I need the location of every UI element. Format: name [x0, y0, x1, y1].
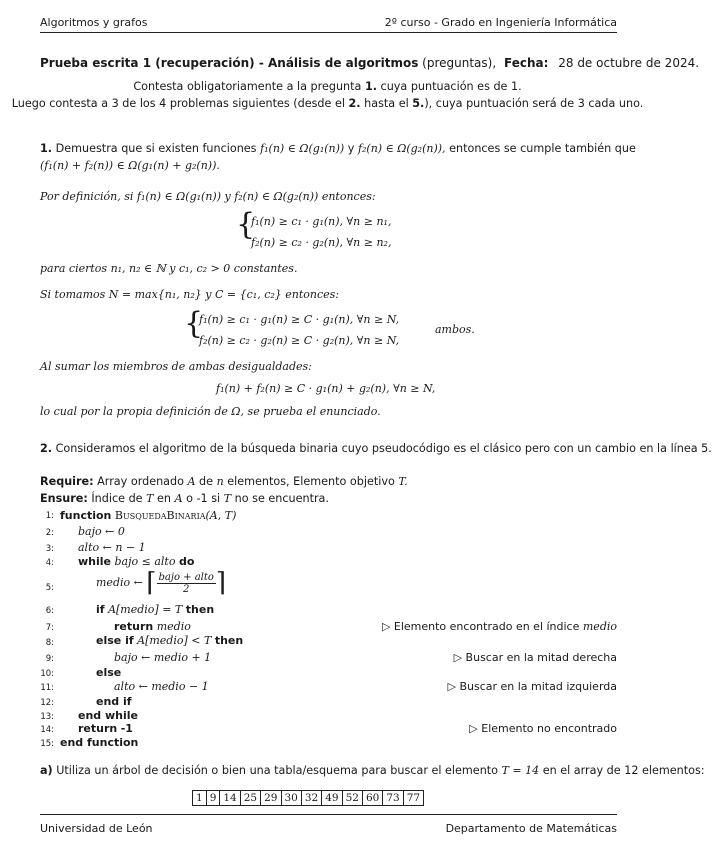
q1-p1-m2: f₂(n) ∈ Ω(g₂(n)) [234, 190, 319, 203]
q1-p2-a: para ciertos [40, 262, 108, 275]
kw-then-2: then [214, 634, 244, 647]
fraction-denominator: 2 [183, 583, 190, 595]
algo-line-2: bajo ← 0 [78, 525, 125, 538]
exam-date-label: Fecha: [504, 56, 549, 70]
medio-lhs: medio ← [96, 576, 143, 589]
q1-p5-a: lo cual por la propia definición de [40, 405, 228, 418]
kw-while: while [78, 555, 111, 568]
line-number: 3: [45, 544, 54, 554]
ensure-text-b: en [157, 492, 172, 505]
q1-p1-m1: f₁(n) ∈ Ω(g₁(n)) [136, 190, 221, 203]
instr1-pre: Contesta obligatoriamente a la pregunta [133, 80, 362, 93]
q2-part-a [40, 764, 705, 777]
instr2-mid: hasta el [364, 97, 409, 110]
instr1-bold: 1. [364, 80, 377, 93]
algo-line-15: end function [60, 736, 139, 749]
array-table [192, 790, 424, 806]
q1-p3-a: Si tomamos [40, 288, 106, 301]
q1-p1-c: entonces: [321, 190, 376, 203]
part-a-math: T = 14 [501, 764, 540, 777]
q1-p2-m: n₁, n₂ ∈ ℕ [110, 262, 166, 275]
q1-p1-a: Por definición, si [40, 190, 134, 203]
ensure-label: Ensure: [40, 492, 88, 505]
instructions-line-1 [0, 80, 655, 93]
require-t: T. [398, 475, 408, 488]
ceil-left-bracket: ⌈ [146, 568, 157, 598]
q1-math-b: f₂(n) ∈ Ω(g₂(n)), [357, 142, 446, 155]
q1-statement-line1 [40, 142, 636, 155]
line-number: 5: [45, 583, 54, 593]
part-a-text-b: en el array de 12 elementos: [542, 764, 705, 777]
medio-fraction [157, 572, 216, 595]
comment-found-math: medio [582, 620, 617, 633]
instr1-post: cuya puntuación es de 1. [380, 80, 522, 93]
system2-side-label: ambos. [435, 323, 475, 336]
q1-proof-p4: Al sumar los miembros de ambas desigualdades: [40, 360, 312, 373]
algo-line-13: end while [78, 709, 138, 722]
array-cell: 1 [193, 791, 207, 806]
line-number: 12: [40, 698, 54, 708]
comment-found [382, 620, 617, 633]
instr2-b1: 2. [348, 97, 361, 110]
footer-right: Departamento de Matemáticas [445, 822, 617, 835]
algo-line-4 [78, 555, 194, 568]
array-cell: 77 [403, 791, 423, 806]
q1-p3-m2: C = {c₁, c₂} [215, 288, 282, 301]
q1-proof-p3 [40, 288, 339, 301]
instr2-pre: Luego contesta a 3 de los 4 problemas siguientes (desde el [11, 97, 345, 110]
line-number: 14: [40, 725, 54, 735]
ensure-text-d: no se encuentra. [234, 492, 329, 505]
q1-proof-p2 [40, 262, 297, 275]
array-cell: 25 [240, 791, 260, 806]
ensure-text-a: Índice de [91, 492, 143, 505]
exam-date-value: 28 de octubre de 2024. [558, 56, 700, 70]
algo-line-3: alto ← n − 1 [78, 541, 146, 554]
comment-not-found: ▷ Elemento no encontrado [469, 722, 617, 735]
instructions-line-2 [0, 97, 655, 110]
q1-p2-m2: c₁, c₂ > 0 [178, 262, 231, 275]
algo-line-5 [96, 570, 226, 596]
require-text-a: Array ordenado [97, 475, 184, 488]
line-number: 1: [45, 511, 54, 521]
algo-line-14 [78, 722, 133, 735]
header-right: 2º curso - Grado en Ingeniería Informática [384, 16, 617, 29]
ensure-text-c: o -1 si [186, 492, 221, 505]
algo-line-10: else [96, 666, 122, 679]
while-cond: bajo ≤ alto [114, 555, 176, 568]
require-a: A [187, 475, 196, 488]
return-medio: medio [156, 620, 191, 633]
q1-number: 1. [40, 142, 53, 155]
line-number: 9: [45, 654, 54, 664]
array-cell: 9 [206, 791, 220, 806]
q1-p3-c: entonces: [285, 288, 340, 301]
q2-number: 2. [40, 442, 53, 455]
q1-proof-p1 [40, 190, 376, 203]
array-cell: 30 [281, 791, 301, 806]
q1-p2-b: y [169, 262, 176, 275]
q1-sum-equation: f₁(n) + f₂(n) ≥ C · g₁(n) + g₂(n), ∀n ≥ N, [216, 382, 436, 395]
system2-line2: f₂(n) ≥ c₂ · g₂(n) ≥ C · g₂(n), ∀n ≥ N, [199, 334, 400, 347]
ensure-t: T [146, 492, 154, 505]
q2-text: Consideramos el algoritmo de la búsqueda binaria cuyo pseudocódigo es el clásico pero con un cambio en la línea 5. [55, 442, 712, 455]
kw-if: if [96, 603, 105, 616]
comment-left-half: ▷ Buscar en la mitad izquierda [447, 680, 617, 693]
require-n: n [216, 475, 224, 488]
line-number: 8: [45, 638, 54, 648]
function-args: (A, T) [205, 509, 237, 522]
array-cell: 52 [342, 791, 362, 806]
algo-line-12: end if [96, 695, 132, 708]
q1-text-a: Demuestra que si existen funciones [55, 142, 257, 155]
algo-line-9: bajo ← medio + 1 [114, 651, 212, 664]
instr2-b2: 5. [412, 97, 425, 110]
system1-brace: { [236, 207, 256, 242]
q1-p5-m: Ω, [231, 405, 245, 418]
array-cell: 73 [383, 791, 403, 806]
exam-title-main: Prueba escrita 1 (recuperación) - Análisis de algoritmos [40, 56, 419, 70]
part-a-label: a) [40, 764, 53, 777]
algo-line-1 [60, 509, 236, 522]
header-rule [40, 32, 617, 33]
kw-else-if: else if [96, 634, 134, 647]
part-a-text-a: Utiliza un árbol de decisión o bien una tabla/esquema para buscar el elemento [56, 764, 499, 777]
kw-do: do [178, 555, 195, 568]
algo-line-11: alto ← medio − 1 [114, 680, 209, 693]
line-number: 15: [40, 739, 54, 749]
require-label: Require: [40, 475, 94, 488]
require-text-b: de [199, 475, 214, 488]
kw-function: function [60, 509, 112, 522]
footer-left: Universidad de León [40, 822, 153, 835]
require-text-c: elementos, Elemento objetivo [227, 475, 395, 488]
ensure-t2: T [223, 492, 232, 505]
array-cell: 32 [301, 791, 321, 806]
q1-math-a: f₁(n) ∈ Ω(g₁(n)) [260, 142, 345, 155]
instr2-post: ), cuya puntuación será de 3 cada uno. [424, 97, 644, 110]
kw-return: return [114, 620, 154, 633]
algo-require [40, 475, 408, 488]
ceil-right-bracket: ⌉ [215, 568, 227, 598]
q1-p2-c: constantes. [233, 262, 298, 275]
q1-p3-m1: N = max{n₁, n₂} [108, 288, 202, 301]
fraction-numerator: bajo + alto [158, 571, 214, 583]
array-cell: 49 [322, 791, 342, 806]
comment-right-half: ▷ Buscar en la mitad derecha [453, 651, 617, 664]
line-number: 2: [45, 528, 54, 538]
q1-p5-b: se prueba el enunciado. [247, 405, 381, 418]
array-cell: 60 [363, 791, 383, 806]
q1-statement-line2: (f₁(n) + f₂(n)) ∈ Ω(g₁(n) + g₂(n)). [40, 159, 220, 172]
kw-then: then [185, 603, 215, 616]
system1-line1: f₁(n) ≥ c₁ · g₁(n), ∀n ≥ n₁, [251, 215, 392, 228]
system2-line1: f₁(n) ≥ c₁ · g₁(n) ≥ C · g₁(n), ∀n ≥ N, [199, 313, 400, 326]
algo-line-8 [96, 634, 243, 647]
system2-brace: { [184, 306, 204, 341]
array-row [193, 791, 424, 806]
q1-proof-p5 [40, 405, 381, 418]
line-number: 6: [45, 606, 54, 616]
algo-ensure [40, 492, 329, 505]
system1-line2: f₂(n) ≥ c₂ · g₂(n), ∀n ≥ n₂, [251, 236, 392, 249]
elseif-cond: A[medio] < T [137, 634, 212, 647]
return-minus-one: -1 [120, 722, 133, 735]
array-cell: 29 [261, 791, 281, 806]
kw-return-2: return [78, 722, 118, 735]
algo-line-6 [96, 603, 214, 616]
line-number: 7: [45, 623, 54, 633]
array-cell: 14 [220, 791, 240, 806]
header-left: Algoritmos y grafos [40, 16, 148, 29]
q1-text-c: entonces se cumple también que [449, 142, 636, 155]
comment-found-text: ▷ Elemento encontrado en el índice [381, 620, 580, 633]
if-cond: A[medio] = T [108, 603, 183, 616]
q2-statement [40, 442, 712, 455]
line-number: 10: [40, 669, 54, 679]
exam-title-preguntas: (preguntas), [422, 56, 497, 70]
q1-p3-b: y [205, 288, 212, 301]
function-name: BusquedaBinaria [114, 509, 206, 522]
algo-line-7 [114, 620, 191, 633]
footer-rule [40, 814, 617, 815]
line-number: 4: [45, 558, 54, 568]
exam-title [40, 56, 699, 70]
ensure-a: A [174, 492, 183, 505]
line-number: 13: [40, 712, 54, 722]
q1-p1-b: y [224, 190, 231, 203]
q1-text-b: y [347, 142, 355, 155]
line-number: 11: [40, 683, 54, 693]
